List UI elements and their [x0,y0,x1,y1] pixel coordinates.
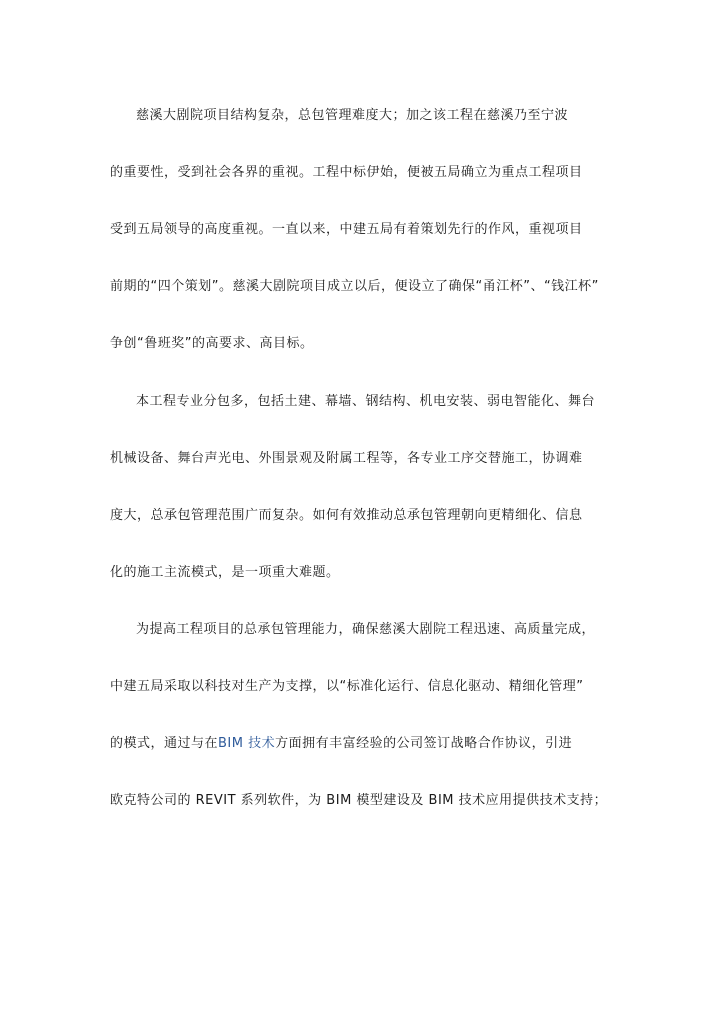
paragraph-2-line-3: 度大，总承包管理范围广而复杂。如何有效推动总承包管理朝向更精细化、信息 [110,508,583,523]
paragraph-3-line-3-after: 方面拥有丰富经验的公司签订战略合作协议，引进 [275,736,573,751]
paragraph-2-line-2: 机械设备、舞台声光电、外围景观及附属工程等，各专业工序交替施工，协调难 [110,451,583,466]
paragraph-3-line-2: 中建五局采取以科技对生产为支撑，以“标准化运行、信息化驱动、精细化管理” [110,679,584,694]
paragraph-2-line-1: 本工程专业分包多，包括土建、幕墙、钢结构、机电安装、弱电智能化、舞台 [136,394,596,409]
paragraph-3-line-1: 为提高工程项目的总承包管理能力，确保慈溪大剧院工程迅速、高质量完成， [136,622,596,637]
paragraph-3-line-3-before: 的模式，通过与在 [110,736,219,751]
paragraph-1-line-5: 争创“鲁班奖”的高要求、高目标。 [110,336,314,351]
paragraph-1-line-1: 慈溪大剧院项目结构复杂，总包管理难度大；加之该工程在慈溪乃至宁波 [136,108,569,123]
paragraph-1-line-3: 受到五局领导的高度重视。一直以来，中建五局有着策划先行的作风，重视项目 [110,222,583,237]
paragraph-3-line-3 [110,734,618,754]
paragraph-3-line-4: 欧克特公司的 REVIT 系列软件，为 BIM 模型建设及 BIM 技术应用提供技术支持； [110,793,608,808]
bim-technology-link[interactable]: BIM 技术 [218,736,276,751]
paragraph-2-line-4: 化的施工主流模式，是一项重大难题。 [110,565,340,580]
paragraph-1-line-4: 前期的“四个策划”。慈溪大剧院项目成立以后，便设立了确保“甬江杯”、“钱江杯” [110,279,599,294]
paragraph-1-line-2: 的重要性，受到社会各界的重视。工程中标伊始，便被五局确立为重点工程项目 [110,165,583,180]
